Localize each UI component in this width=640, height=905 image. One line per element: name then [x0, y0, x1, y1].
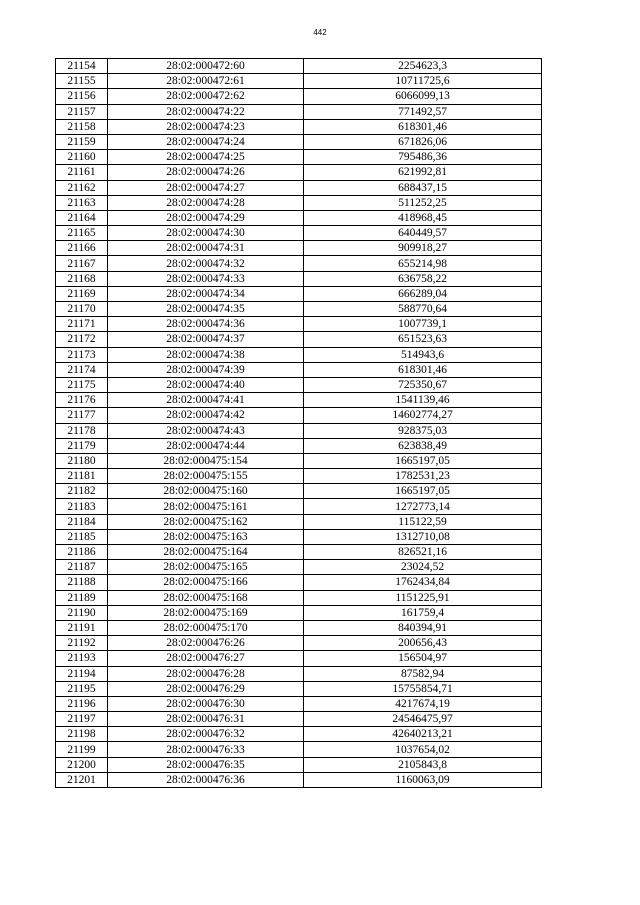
- cadastral-value-cell: 725350,67: [304, 377, 542, 392]
- cadastral-number-cell: 28:02:000476:32: [108, 727, 304, 742]
- cadastral-value-cell: 2254623,3: [304, 59, 542, 74]
- table-row: [56, 74, 542, 89]
- row-number-cell: 21170: [56, 302, 108, 317]
- table-row: [56, 545, 542, 560]
- cadastral-number-cell: 28:02:000474:22: [108, 104, 304, 119]
- cadastral-number-cell: 28:02:000474:44: [108, 438, 304, 453]
- cadastral-number-cell: 28:02:000476:31: [108, 712, 304, 727]
- cadastral-value-cell: 1151225,91: [304, 590, 542, 605]
- row-number-cell: 21157: [56, 104, 108, 119]
- table-row: [56, 226, 542, 241]
- cadastral-value-cell: 10711725,6: [304, 74, 542, 89]
- cadastral-number-cell: 28:02:000474:39: [108, 362, 304, 377]
- cadastral-number-cell: 28:02:000474:43: [108, 423, 304, 438]
- table-row: [56, 712, 542, 727]
- row-number-cell: 21159: [56, 134, 108, 149]
- cadastral-number-cell: 28:02:000475:160: [108, 484, 304, 499]
- cadastral-number-cell: 28:02:000474:36: [108, 317, 304, 332]
- row-number-cell: 21172: [56, 332, 108, 347]
- row-number-cell: 21185: [56, 529, 108, 544]
- table-row: [56, 651, 542, 666]
- table-row: [56, 666, 542, 681]
- cadastral-value-cell: 156504,97: [304, 651, 542, 666]
- cadastral-number-cell: 28:02:000474:24: [108, 134, 304, 149]
- cadastral-value-cell: 688437,15: [304, 180, 542, 195]
- row-number-cell: 21164: [56, 210, 108, 225]
- row-number-cell: 21166: [56, 241, 108, 256]
- cadastral-number-cell: 28:02:000474:35: [108, 302, 304, 317]
- row-number-cell: 21167: [56, 256, 108, 271]
- page-number: 442: [313, 28, 327, 37]
- cadastral-value-cell: 666289,04: [304, 286, 542, 301]
- row-number-cell: 21192: [56, 636, 108, 651]
- cadastral-value-cell: 2105843,8: [304, 757, 542, 772]
- cadastral-value-cell: 826521,16: [304, 545, 542, 560]
- cadastral-value-cell: 1541139,46: [304, 393, 542, 408]
- cadastral-value-cell: 1782531,23: [304, 469, 542, 484]
- cadastral-value-cell: 636758,22: [304, 271, 542, 286]
- cadastral-number-cell: 28:02:000475:162: [108, 514, 304, 529]
- cadastral-value-cell: 1160063,09: [304, 772, 542, 787]
- row-number-cell: 21184: [56, 514, 108, 529]
- table-row: [56, 560, 542, 575]
- table-row: [56, 241, 542, 256]
- row-number-cell: 21163: [56, 195, 108, 210]
- cadastral-value-cell: 1665197,05: [304, 453, 542, 468]
- table-row: [56, 423, 542, 438]
- row-number-cell: 21182: [56, 484, 108, 499]
- table-row: [56, 772, 542, 787]
- row-number-cell: 21199: [56, 742, 108, 757]
- row-number-cell: 21162: [56, 180, 108, 195]
- table-row: [56, 195, 542, 210]
- cadastral-value-cell: 24546475,97: [304, 712, 542, 727]
- cadastral-value-cell: 115122,59: [304, 514, 542, 529]
- cadastral-number-cell: 28:02:000475:155: [108, 469, 304, 484]
- cadastral-value-cell: 1665197,05: [304, 484, 542, 499]
- table-row: [56, 104, 542, 119]
- cadastral-number-cell: 28:02:000475:169: [108, 605, 304, 620]
- cadastral-value-cell: 1312710,08: [304, 529, 542, 544]
- row-number-cell: 21168: [56, 271, 108, 286]
- row-number-cell: 21181: [56, 469, 108, 484]
- row-number-cell: 21197: [56, 712, 108, 727]
- row-number-cell: 21174: [56, 362, 108, 377]
- cadastral-value-cell: 1037654,02: [304, 742, 542, 757]
- cadastral-number-cell: 28:02:000474:29: [108, 210, 304, 225]
- cadastral-value-cell: 6066099,13: [304, 89, 542, 104]
- cadastral-number-cell: 28:02:000475:168: [108, 590, 304, 605]
- table-row: [56, 134, 542, 149]
- cadastral-value-cell: 14602774,27: [304, 408, 542, 423]
- cadastral-value-cell: 1272773,14: [304, 499, 542, 514]
- cadastral-number-cell: 28:02:000475:166: [108, 575, 304, 590]
- cadastral-number-cell: 28:02:000474:26: [108, 165, 304, 180]
- cadastral-number-cell: 28:02:000476:27: [108, 651, 304, 666]
- cadastral-number-cell: 28:02:000472:62: [108, 89, 304, 104]
- table-row: [56, 742, 542, 757]
- row-number-cell: 21186: [56, 545, 108, 560]
- cadastral-value-cell: 418968,45: [304, 210, 542, 225]
- table-row: [56, 453, 542, 468]
- row-number-cell: 21169: [56, 286, 108, 301]
- cadastral-value-cell: 161759,4: [304, 605, 542, 620]
- cadastral-number-cell: 28:02:000474:40: [108, 377, 304, 392]
- cadastral-number-cell: 28:02:000474:32: [108, 256, 304, 271]
- row-number-cell: 21154: [56, 59, 108, 74]
- row-number-cell: 21177: [56, 408, 108, 423]
- cadastral-value-table: [55, 58, 542, 788]
- table-row: [56, 696, 542, 711]
- cadastral-value-cell: 514943,6: [304, 347, 542, 362]
- cadastral-number-cell: 28:02:000474:33: [108, 271, 304, 286]
- row-number-cell: 21180: [56, 453, 108, 468]
- cadastral-number-cell: 28:02:000476:30: [108, 696, 304, 711]
- cadastral-number-cell: 28:02:000474:42: [108, 408, 304, 423]
- row-number-cell: 21193: [56, 651, 108, 666]
- table-row: [56, 89, 542, 104]
- row-number-cell: 21175: [56, 377, 108, 392]
- cadastral-value-cell: 618301,46: [304, 119, 542, 134]
- row-number-cell: 21195: [56, 681, 108, 696]
- table-body: [56, 59, 542, 788]
- cadastral-value-cell: 671826,06: [304, 134, 542, 149]
- cadastral-value-cell: 618301,46: [304, 362, 542, 377]
- row-number-cell: 21176: [56, 393, 108, 408]
- table-row: [56, 757, 542, 772]
- table-row: [56, 499, 542, 514]
- table-row: [56, 271, 542, 286]
- cadastral-value-cell: 909918,27: [304, 241, 542, 256]
- row-number-cell: 21190: [56, 605, 108, 620]
- cadastral-number-cell: 28:02:000476:36: [108, 772, 304, 787]
- cadastral-value-cell: 1762434,84: [304, 575, 542, 590]
- row-number-cell: 21200: [56, 757, 108, 772]
- row-number-cell: 21173: [56, 347, 108, 362]
- row-number-cell: 21179: [56, 438, 108, 453]
- table-row: [56, 362, 542, 377]
- table-row: [56, 438, 542, 453]
- table-row: [56, 210, 542, 225]
- table-row: [56, 408, 542, 423]
- row-number-cell: 21158: [56, 119, 108, 134]
- table-row: [56, 575, 542, 590]
- table-row: [56, 317, 542, 332]
- row-number-cell: 21171: [56, 317, 108, 332]
- cadastral-number-cell: 28:02:000475:165: [108, 560, 304, 575]
- row-number-cell: 21156: [56, 89, 108, 104]
- cadastral-value-cell: 640449,57: [304, 226, 542, 241]
- table-row: [56, 514, 542, 529]
- cadastral-number-cell: 28:02:000476:28: [108, 666, 304, 681]
- cadastral-number-cell: 28:02:000474:30: [108, 226, 304, 241]
- table-row: [56, 590, 542, 605]
- table-row: [56, 727, 542, 742]
- cadastral-number-cell: 28:02:000474:38: [108, 347, 304, 362]
- cadastral-value-cell: 623838,49: [304, 438, 542, 453]
- cadastral-value-cell: 655214,98: [304, 256, 542, 271]
- cadastral-number-cell: 28:02:000474:27: [108, 180, 304, 195]
- row-number-cell: 21165: [56, 226, 108, 241]
- row-number-cell: 21178: [56, 423, 108, 438]
- cadastral-value-cell: 1007739,1: [304, 317, 542, 332]
- cadastral-value-cell: 840394,91: [304, 620, 542, 635]
- cadastral-number-cell: 28:02:000476:33: [108, 742, 304, 757]
- row-number-cell: 21191: [56, 620, 108, 635]
- row-number-cell: 21183: [56, 499, 108, 514]
- cadastral-number-cell: 28:02:000475:170: [108, 620, 304, 635]
- cadastral-number-cell: 28:02:000475:164: [108, 545, 304, 560]
- table-row: [56, 620, 542, 635]
- table-row: [56, 605, 542, 620]
- cadastral-value-cell: 15755854,71: [304, 681, 542, 696]
- cadastral-number-cell: 28:02:000474:41: [108, 393, 304, 408]
- table-row: [56, 347, 542, 362]
- row-number-cell: 21198: [56, 727, 108, 742]
- cadastral-number-cell: 28:02:000472:60: [108, 59, 304, 74]
- cadastral-number-cell: 28:02:000475:163: [108, 529, 304, 544]
- row-number-cell: 21201: [56, 772, 108, 787]
- table-row: [56, 165, 542, 180]
- table-row: [56, 180, 542, 195]
- table-row: [56, 681, 542, 696]
- table-row: [56, 529, 542, 544]
- cadastral-value-cell: 87582,94: [304, 666, 542, 681]
- cadastral-value-cell: 588770,64: [304, 302, 542, 317]
- cadastral-number-cell: 28:02:000474:25: [108, 150, 304, 165]
- cadastral-value-cell: 795486,36: [304, 150, 542, 165]
- row-number-cell: 21187: [56, 560, 108, 575]
- table-row: [56, 636, 542, 651]
- cadastral-value-cell: 621992,81: [304, 165, 542, 180]
- row-number-cell: 21196: [56, 696, 108, 711]
- cadastral-value-cell: 23024,52: [304, 560, 542, 575]
- cadastral-value-cell: 4217674,19: [304, 696, 542, 711]
- cadastral-number-cell: 28:02:000476:26: [108, 636, 304, 651]
- cadastral-number-cell: 28:02:000474:23: [108, 119, 304, 134]
- cadastral-number-cell: 28:02:000475:161: [108, 499, 304, 514]
- cadastral-number-cell: 28:02:000475:154: [108, 453, 304, 468]
- cadastral-value-cell: 200656,43: [304, 636, 542, 651]
- cadastral-number-cell: 28:02:000474:28: [108, 195, 304, 210]
- cadastral-value-cell: 928375,03: [304, 423, 542, 438]
- row-number-cell: 21189: [56, 590, 108, 605]
- table-row: [56, 302, 542, 317]
- table-row: [56, 484, 542, 499]
- cadastral-value-cell: 651523,63: [304, 332, 542, 347]
- table-row: [56, 256, 542, 271]
- table-row: [56, 286, 542, 301]
- table-row: [56, 469, 542, 484]
- cadastral-value-cell: 42640213,21: [304, 727, 542, 742]
- table-row: [56, 377, 542, 392]
- cadastral-value-cell: 771492,57: [304, 104, 542, 119]
- table-row: [56, 393, 542, 408]
- cadastral-number-cell: 28:02:000476:35: [108, 757, 304, 772]
- cadastral-value-cell: 511252,25: [304, 195, 542, 210]
- cadastral-number-cell: 28:02:000476:29: [108, 681, 304, 696]
- row-number-cell: 21188: [56, 575, 108, 590]
- table-row: [56, 150, 542, 165]
- cadastral-number-cell: 28:02:000474:37: [108, 332, 304, 347]
- table-row: [56, 119, 542, 134]
- cadastral-number-cell: 28:02:000474:31: [108, 241, 304, 256]
- row-number-cell: 21155: [56, 74, 108, 89]
- table-row: [56, 59, 542, 74]
- table-row: [56, 332, 542, 347]
- row-number-cell: 21161: [56, 165, 108, 180]
- cadastral-number-cell: 28:02:000474:34: [108, 286, 304, 301]
- row-number-cell: 21194: [56, 666, 108, 681]
- row-number-cell: 21160: [56, 150, 108, 165]
- cadastral-number-cell: 28:02:000472:61: [108, 74, 304, 89]
